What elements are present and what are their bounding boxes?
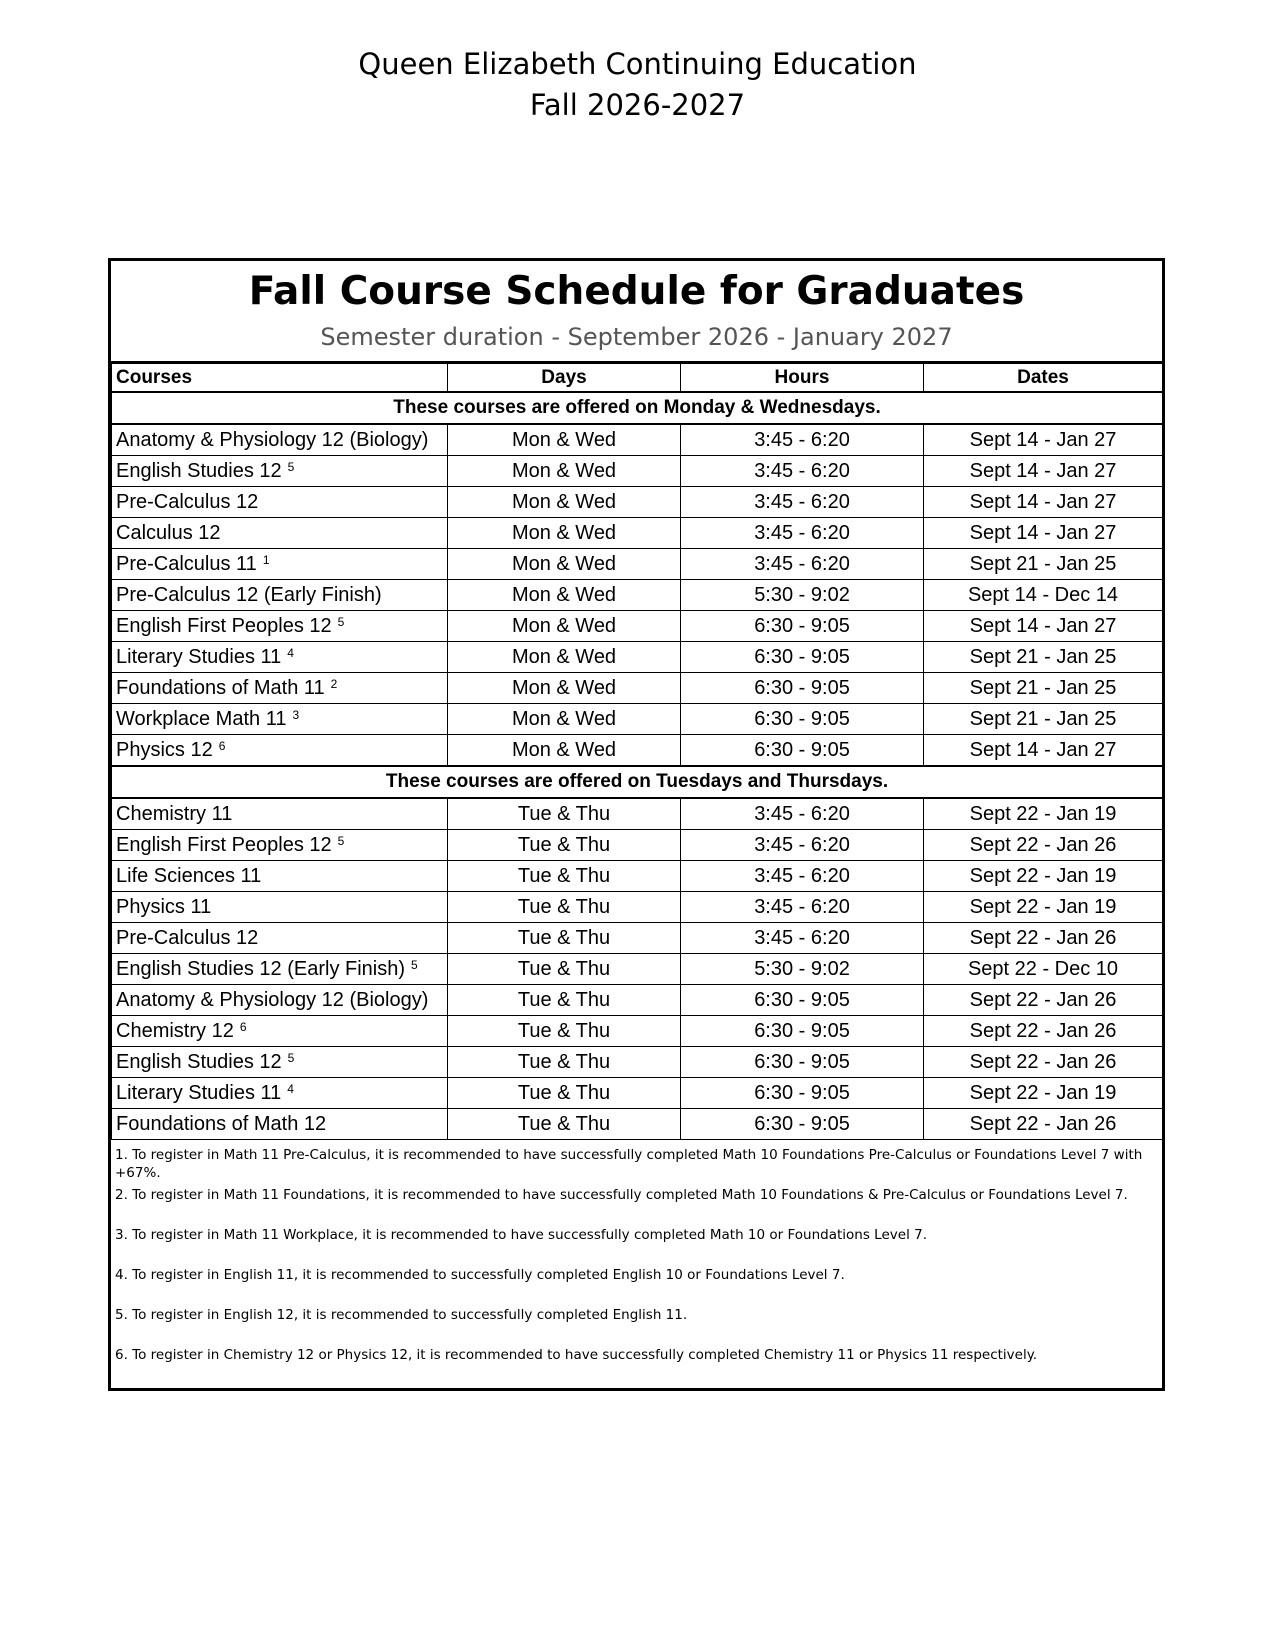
days-cell: Tue & Thu — [448, 985, 681, 1016]
hours-cell: 3:45 - 6:20 — [681, 487, 924, 518]
table-row — [112, 798, 1163, 830]
footnote-marker: 5 — [337, 615, 345, 629]
course-name: Chemistry 12 — [116, 1020, 234, 1042]
hours-cell: 3:45 - 6:20 — [681, 456, 924, 487]
dates-cell: Sept 22 - Jan 26 — [924, 985, 1163, 1016]
course-cell — [112, 1047, 448, 1078]
column-header-courses: Courses — [112, 364, 448, 393]
hours-cell: 6:30 - 9:05 — [681, 1078, 924, 1109]
course-cell — [112, 424, 448, 456]
schedule-body — [112, 392, 1163, 1140]
course-cell — [112, 1078, 448, 1109]
table-row — [112, 923, 1163, 954]
schedule-box — [108, 258, 1165, 1391]
table-row — [112, 549, 1163, 580]
hours-cell: 6:30 - 9:05 — [681, 704, 924, 735]
course-cell — [112, 892, 448, 923]
dates-cell: Sept 14 - Jan 27 — [924, 611, 1163, 642]
course-name: Pre-Calculus 12 (Early Finish) — [116, 584, 382, 606]
hours-cell: 6:30 - 9:05 — [681, 985, 924, 1016]
course-cell — [112, 985, 448, 1016]
course-name: Pre-Calculus 12 — [116, 491, 259, 513]
days-cell: Mon & Wed — [448, 487, 681, 518]
course-name: Physics 11 — [116, 896, 212, 918]
dates-cell: Sept 21 - Jan 25 — [924, 549, 1163, 580]
footnote-marker: 5 — [287, 460, 295, 474]
table-row — [112, 735, 1163, 767]
dates-cell: Sept 14 - Jan 27 — [924, 487, 1163, 518]
dates-cell: Sept 14 - Jan 27 — [924, 518, 1163, 549]
course-cell — [112, 487, 448, 518]
hours-cell: 3:45 - 6:20 — [681, 549, 924, 580]
dates-cell: Sept 22 - Jan 19 — [924, 798, 1163, 830]
days-cell: Mon & Wed — [448, 704, 681, 735]
footnote: 6. To register in Chemistry 12 or Physics 12, it is recommended to have successfully completed Chemistry 11 or Physics 11 respectively. — [115, 1347, 1038, 1363]
column-header-dates: Dates — [924, 364, 1163, 393]
dates-cell: Sept 21 - Jan 25 — [924, 673, 1163, 704]
footnotes — [111, 1140, 1162, 1386]
days-cell: Mon & Wed — [448, 611, 681, 642]
schedule-subtitle: Semester duration - September 2026 - January 2027 — [320, 323, 953, 351]
course-name: Anatomy & Physiology 12 (Biology) — [116, 989, 429, 1011]
days-cell: Tue & Thu — [448, 892, 681, 923]
table-row — [112, 611, 1163, 642]
footnote-marker: 4 — [287, 646, 294, 660]
days-cell: Mon & Wed — [448, 456, 681, 487]
footnote-marker: 6 — [239, 1020, 247, 1034]
table-row — [112, 985, 1163, 1016]
course-cell — [112, 830, 448, 861]
course-cell — [112, 518, 448, 549]
course-name: Life Sciences 11 — [116, 865, 262, 887]
hours-cell: 3:45 - 6:20 — [681, 861, 924, 892]
dates-cell: Sept 21 - Jan 25 — [924, 704, 1163, 735]
dates-cell: Sept 22 - Jan 26 — [924, 923, 1163, 954]
term-label: Fall 2026-2027 — [529, 88, 746, 122]
hours-cell: 6:30 - 9:05 — [681, 611, 924, 642]
footnote: 2. To register in Math 11 Foundations, it is recommended to have successfully completed Math 10 Foundations & Pre-Calculus or Foundations Level 7. — [115, 1187, 1128, 1203]
table-row — [112, 830, 1163, 861]
course-cell — [112, 861, 448, 892]
footnote-marker: 2 — [330, 677, 338, 691]
days-cell: Mon & Wed — [448, 673, 681, 704]
footnote-marker: 5 — [411, 958, 418, 972]
dates-cell: Sept 14 - Jan 27 — [924, 424, 1163, 456]
dates-cell: Sept 22 - Jan 19 — [924, 892, 1163, 923]
days-cell: Mon & Wed — [448, 642, 681, 673]
course-cell — [112, 673, 448, 704]
dates-cell: Sept 22 - Dec 10 — [924, 954, 1163, 985]
footnote-marker: 3 — [292, 708, 300, 722]
course-cell — [112, 1109, 448, 1140]
section-heading-row — [112, 766, 1163, 798]
title-block — [111, 261, 1162, 363]
days-cell: Tue & Thu — [448, 830, 681, 861]
course-cell — [112, 1016, 448, 1047]
table-row — [112, 861, 1163, 892]
course-cell — [112, 642, 448, 673]
section-heading: These courses are offered on Tuesdays and Thursdays. — [112, 766, 1163, 798]
course-name: Literary Studies 11 — [116, 646, 282, 668]
days-cell: Tue & Thu — [448, 798, 681, 830]
course-name: English Studies 12 (Early Finish) — [116, 958, 406, 980]
dates-cell: Sept 14 - Jan 27 — [924, 735, 1163, 767]
hours-cell: 6:30 - 9:05 — [681, 735, 924, 767]
course-cell — [112, 954, 448, 985]
days-cell: Mon & Wed — [448, 549, 681, 580]
institution-name: Queen Elizabeth Continuing Education — [358, 47, 917, 81]
table-row — [112, 1016, 1163, 1047]
course-name: Foundations of Math 12 — [116, 1113, 327, 1135]
footnote: 3. To register in Math 11 Workplace, it is recommended to have successfully completed Math 10 or Foundations Level 7. — [115, 1227, 927, 1243]
footnote: 1. To register in Math 11 Pre-Calculus, it is recommended to have successfully completed Math 10 Foundations Pre-Calculus or Foundations Level 7 with +67%. — [115, 1147, 1143, 1181]
days-cell: Mon & Wed — [448, 518, 681, 549]
hours-cell: 3:45 - 6:20 — [681, 798, 924, 830]
course-cell — [112, 549, 448, 580]
course-cell — [112, 704, 448, 735]
course-cell — [112, 611, 448, 642]
dates-cell: Sept 22 - Jan 19 — [924, 1078, 1163, 1109]
course-cell — [112, 456, 448, 487]
table-row — [112, 580, 1163, 611]
header-row — [112, 364, 1163, 393]
table-row — [112, 487, 1163, 518]
course-name: English First Peoples 12 — [116, 615, 332, 637]
course-cell — [112, 735, 448, 767]
table-row — [112, 704, 1163, 735]
course-cell — [112, 923, 448, 954]
table-row — [112, 1078, 1163, 1109]
course-name: English Studies 12 — [116, 1051, 282, 1073]
hours-cell: 6:30 - 9:05 — [681, 1109, 924, 1140]
days-cell: Tue & Thu — [448, 1016, 681, 1047]
footnote-marker: 5 — [287, 1051, 295, 1065]
course-name: Calculus 12 — [116, 522, 221, 544]
course-name: Pre-Calculus 11 — [116, 553, 257, 575]
footnote-marker: 6 — [218, 739, 226, 753]
footnote-marker: 4 — [287, 1082, 294, 1096]
dates-cell: Sept 22 - Jan 26 — [924, 830, 1163, 861]
page-header — [0, 44, 1275, 126]
schedule-title: Fall Course Schedule for Graduates — [248, 269, 1025, 314]
course-name: Literary Studies 11 — [116, 1082, 282, 1104]
course-name: English Studies 12 — [116, 460, 282, 482]
dates-cell: Sept 21 - Jan 25 — [924, 642, 1163, 673]
dates-cell: Sept 14 - Dec 14 — [924, 580, 1163, 611]
dates-cell: Sept 22 - Jan 26 — [924, 1109, 1163, 1140]
section-heading-row — [112, 392, 1163, 424]
hours-cell: 6:30 - 9:05 — [681, 1047, 924, 1078]
table-row — [112, 642, 1163, 673]
table-row — [112, 1047, 1163, 1078]
days-cell: Tue & Thu — [448, 1109, 681, 1140]
table-row — [112, 424, 1163, 456]
course-name: Workplace Math 11 — [116, 708, 287, 730]
days-cell: Tue & Thu — [448, 1078, 681, 1109]
dates-cell: Sept 22 - Jan 26 — [924, 1016, 1163, 1047]
dates-cell: Sept 22 - Jan 26 — [924, 1047, 1163, 1078]
course-name: Pre-Calculus 12 — [116, 927, 259, 949]
hours-cell: 3:45 - 6:20 — [681, 923, 924, 954]
column-header-days: Days — [448, 364, 681, 393]
hours-cell: 3:45 - 6:20 — [681, 424, 924, 456]
table-row — [112, 954, 1163, 985]
schedule-table — [111, 363, 1163, 1140]
course-cell — [112, 580, 448, 611]
course-cell — [112, 798, 448, 830]
footnote-marker: 1 — [262, 553, 270, 567]
hours-cell: 6:30 - 9:05 — [681, 642, 924, 673]
table-row — [112, 1109, 1163, 1140]
hours-cell: 3:45 - 6:20 — [681, 518, 924, 549]
course-name: Foundations of Math 11 — [116, 677, 325, 699]
hours-cell: 6:30 - 9:05 — [681, 1016, 924, 1047]
hours-cell: 5:30 - 9:02 — [681, 954, 924, 985]
hours-cell: 3:45 - 6:20 — [681, 830, 924, 861]
course-name: Physics 12 — [116, 739, 213, 761]
days-cell: Mon & Wed — [448, 735, 681, 767]
days-cell: Mon & Wed — [448, 424, 681, 456]
course-name: Anatomy & Physiology 12 (Biology) — [116, 429, 429, 451]
days-cell: Tue & Thu — [448, 954, 681, 985]
course-name: Chemistry 11 — [116, 803, 233, 825]
course-name: English First Peoples 12 — [116, 834, 332, 856]
days-cell: Tue & Thu — [448, 923, 681, 954]
days-cell: Tue & Thu — [448, 1047, 681, 1078]
dates-cell: Sept 14 - Jan 27 — [924, 456, 1163, 487]
table-row — [112, 518, 1163, 549]
hours-cell: 5:30 - 9:02 — [681, 580, 924, 611]
days-cell: Tue & Thu — [448, 861, 681, 892]
table-row — [112, 673, 1163, 704]
table-row — [112, 456, 1163, 487]
hours-cell: 6:30 - 9:05 — [681, 673, 924, 704]
section-heading: These courses are offered on Monday & Wednesdays. — [112, 392, 1163, 424]
days-cell: Mon & Wed — [448, 580, 681, 611]
dates-cell: Sept 22 - Jan 19 — [924, 861, 1163, 892]
column-header-hours: Hours — [681, 364, 924, 393]
footnote-marker: 5 — [337, 834, 345, 848]
footnote: 5. To register in English 12, it is recommended to successfully completed English 11. — [115, 1307, 688, 1323]
hours-cell: 3:45 - 6:20 — [681, 892, 924, 923]
footnote: 4. To register in English 11, it is recommended to successfully completed English 10 or Foundations Level 7. — [115, 1267, 845, 1283]
table-row — [112, 892, 1163, 923]
